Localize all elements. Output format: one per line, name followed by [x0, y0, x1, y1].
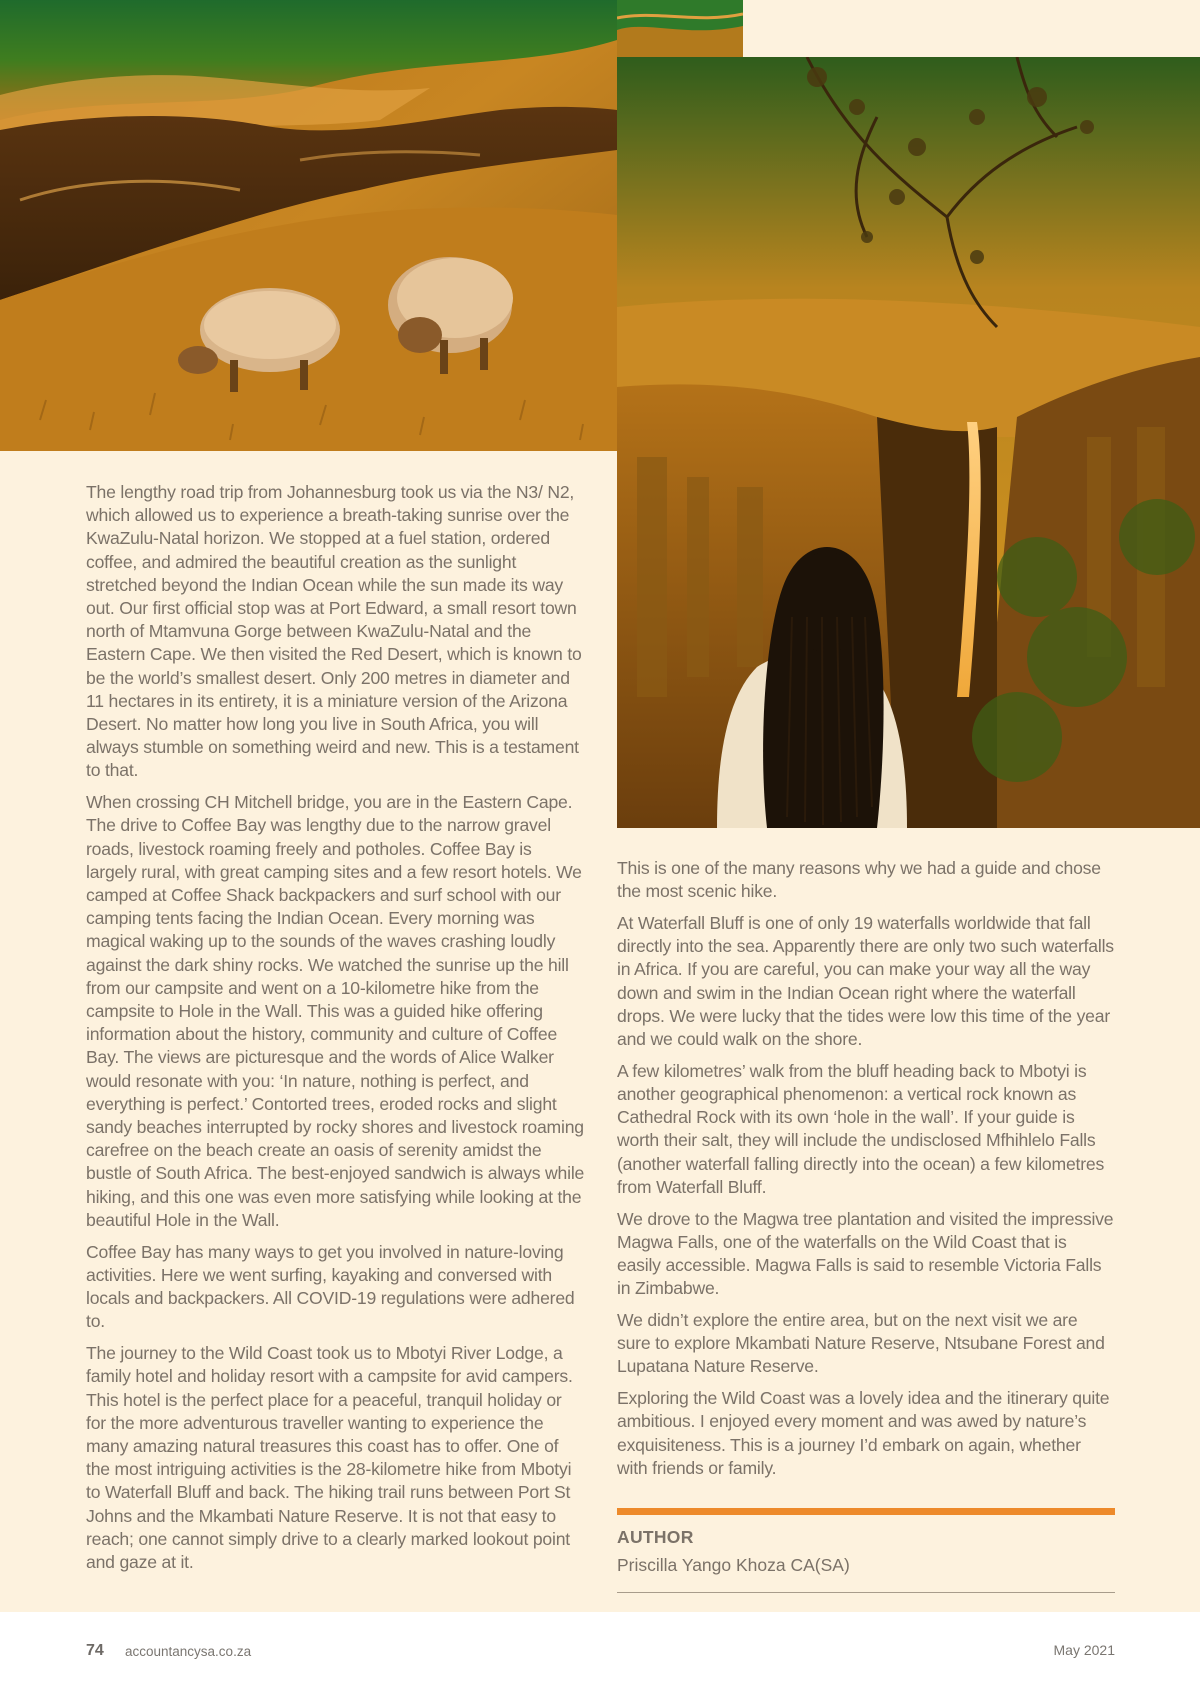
sheep-coast-photo [0, 0, 617, 451]
author-heading: AUTHOR [617, 1527, 694, 1547]
page-footer [0, 1612, 1200, 1696]
paragraph: At Waterfall Bluff is one of only 19 waterfalls worldwide that fall directly into the sea. Apparently there are only two such waterfalls in Africa. If you are careful, you can make your way all the way down and swim in the Indian Ocean right where the waterfall drops. We were lucky that the tides were low this time of the year and we could walk on the shore. [617, 913, 1114, 1050]
author-divider [617, 1592, 1115, 1593]
author-name: Priscilla Yango Khoza CA(SA) [617, 1555, 850, 1575]
article-left-column [86, 481, 586, 1583]
issue-date: May 2021 [1053, 1642, 1115, 1658]
sea-strip-photo [617, 0, 743, 57]
author-accent-rule [617, 1508, 1115, 1515]
paragraph: A few kilometres’ walk from the bluff heading back to Mbotyi is another geographical phenomenon: a vertical rock known as Cathedral Rock with its own ‘hole in the wall’. If your guide is worth their salt, they will include the undisclosed Mfhihlelo Falls (another waterfall falling directly into the ocean) a few kilometres from Waterfall Bluff. [617, 1060, 1105, 1197]
paragraph: Coffee Bay has many ways to get you involved in nature-loving activities. Here we went surfing, kayaking and conversed with locals and backpackers. All COVID-19 regulations were adhered to. [86, 1241, 575, 1332]
paragraph: The journey to the Wild Coast took us to Mbotyi River Lodge, a family hotel and holiday resort with a campsite for avid campers. This hotel is the perfect place for a peaceful, tranquil holiday or for the more adventurous traveller wanting to experience the many amazing natural treasures this coast has to offer. One of the most intriguing activities is the 28-kilometre hike from Mbotyi to Waterfall Bluff and back. The hiking trail runs between Port St Johns and the Mkambati Nature Reserve. It is not that easy to reach; one cannot simply drive to a clearly marked lookout point and gaze at it. [86, 1343, 573, 1572]
paragraph: This is one of the many reasons why we had a guide and chose the most scenic hike. [617, 858, 1101, 902]
article-right-column [617, 857, 1115, 1489]
paragraph: We didn’t explore the entire area, but on the next visit we are sure to explore Mkambati Nature Reserve, Ntsubane Forest and Lupatana Nature Reserve. [617, 1310, 1105, 1377]
paragraph: Exploring the Wild Coast was a lovely idea and the itinerary quite ambitious. I enjoyed every moment and was awed by nature’s exquisiteness. This is a journey I’d embark on again, whether with friends or family. [617, 1388, 1110, 1478]
waterfall-gorge-photo [617, 57, 1200, 828]
paragraph: We drove to the Magwa tree plantation and visited the impressive Magwa Falls, one of the waterfalls on the Wild Coast that is easily accessible. Magwa Falls is said to resemble Victoria Falls in Zimbabwe. [617, 1208, 1114, 1299]
paragraph: The lengthy road trip from Johannesburg took us via the N3/ N2, which allowed us to experience a breath-taking sunrise over the KwaZulu-Natal horizon. We stopped at a fuel station, ordered coffee, and admired the beautiful creation as the sunlight stretched beyond the Indian Ocean while the sun made its way out. Our first official stop was at Port Edward, a small resort town north of Mtamvuna Gorge between KwaZulu-Natal and the Eastern Cape. We then visited the Red Desert, which is known to be the world’s smallest desert. Only 200 metres in diameter and 11 hectares in its entirety, it is a miniature version of the Arizona Desert. No matter how long you live in South Africa, you will always stumble on something weird and new. This is a testament to that. [86, 482, 582, 781]
paragraph: When crossing CH Mitchell bridge, you are in the Eastern Cape. The drive to Coffee Bay was lengthy due to the narrow gravel roads, livestock roaming freely and potholes. Coffee Bay is largely rural, with great camping sites and a few resort hotels. We camped at Coffee Shack backpackers and surf school with our camping tents facing the Indian Ocean. Every morning was magical waking up to the sounds of the waves crashing loudly against the dark shiny rocks. We watched the sunrise up the hill from our campsite and went on a 10-kilometre hike from the campsite to Hole in the Wall. This was a guided hike offering information about the history, community and culture of Coffee Bay. The views are picturesque and the words of Alice Walker would resonate with you: ‘In nature, nothing is perfect, and everything is perfect.’ Contorted trees, eroded rocks and slight sandy beaches interrupted by rocky shores and livestock roaming carefree on the beach create an oasis of serenity amidst the bustle of South Africa. The best-enjoyed sandwich is always while hiking, and this one was even more satisfying while looking at the beautiful Hole in the Wall. [86, 792, 585, 1230]
site-url[interactable]: accountancysa.co.za [125, 1644, 252, 1659]
page-number: 74 [86, 1642, 104, 1659]
